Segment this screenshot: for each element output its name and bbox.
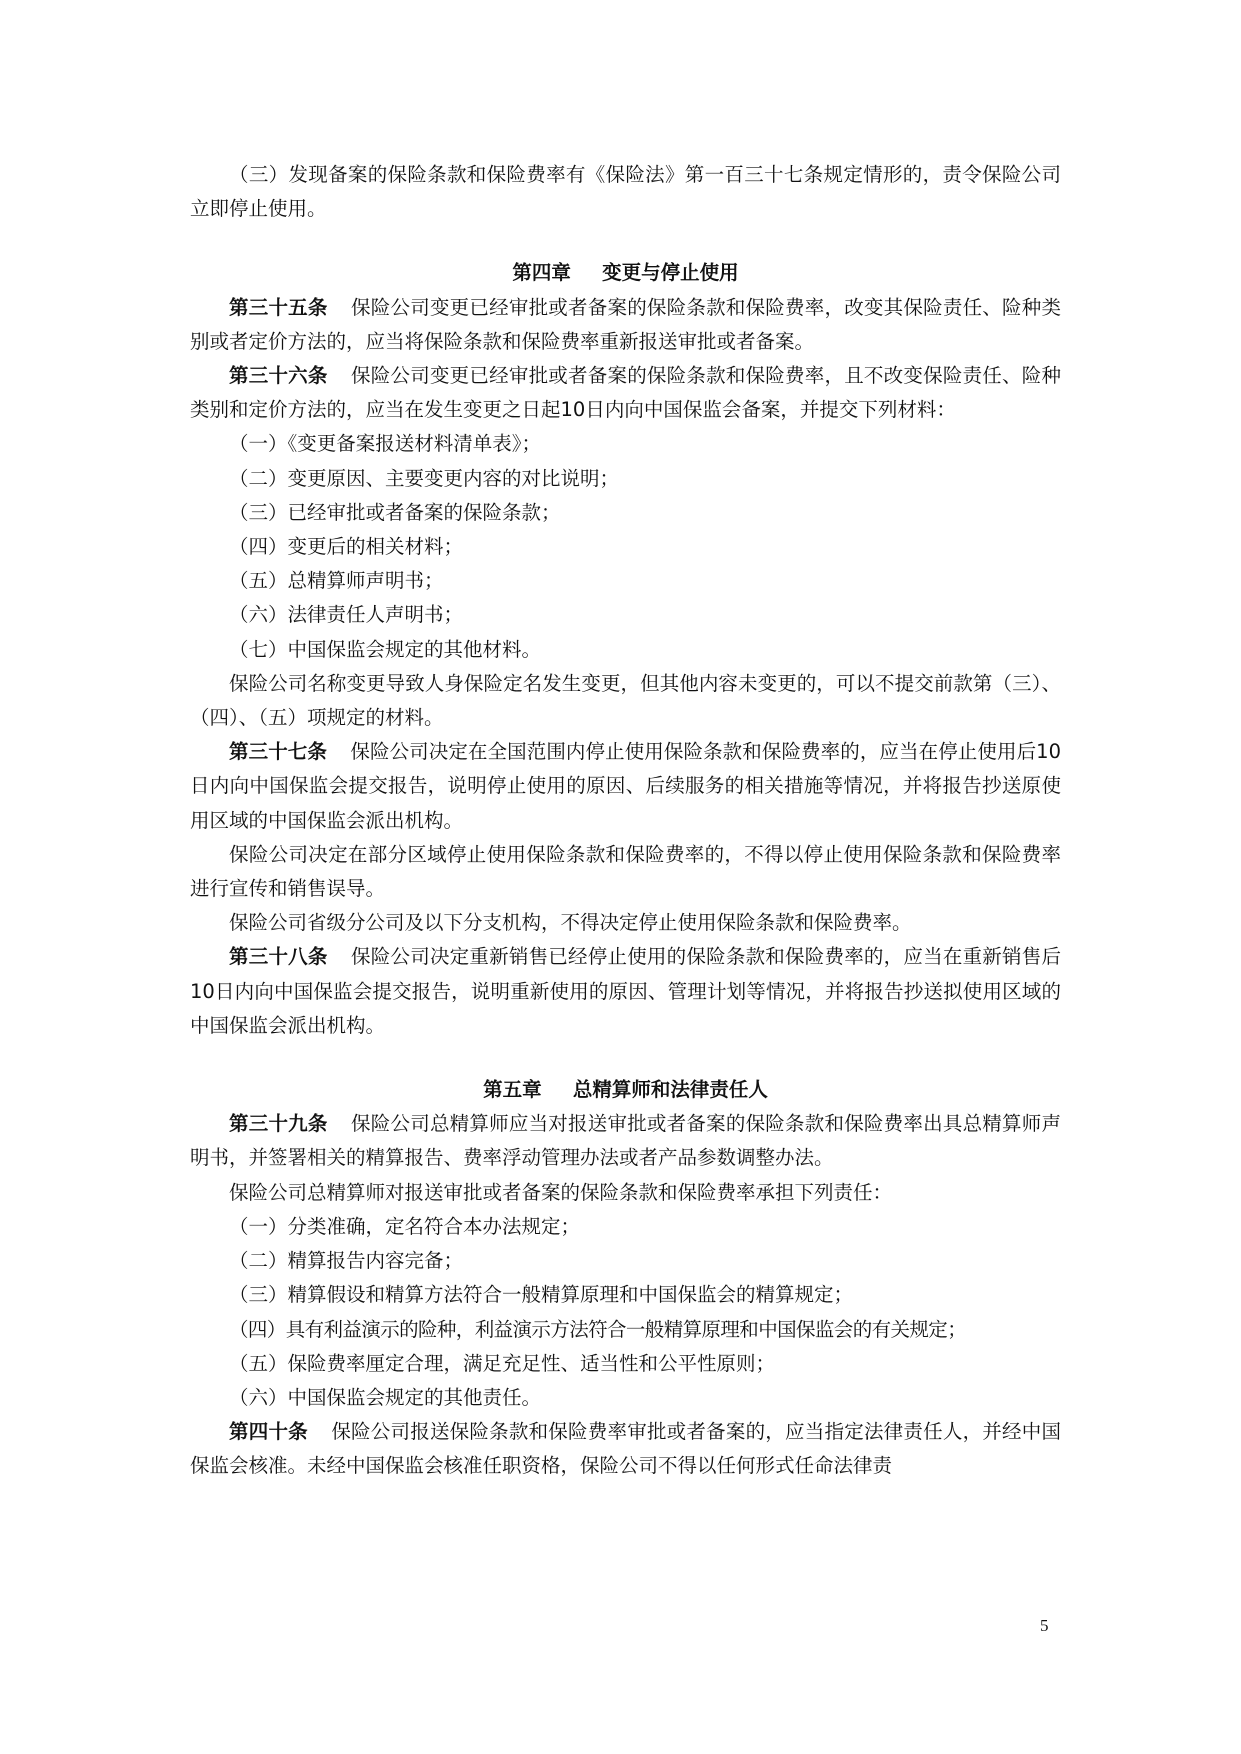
document-page: [190, 158, 1061, 1484]
body-paragraph: 保险公司决定在部分区域停止使用保险条款和保险费率的，不得以停止使用保险条款和保险费率进行宣传和销售误导。: [190, 842, 1061, 901]
list-item: （一）分类准确，定名符合本办法规定；: [229, 1214, 581, 1238]
article-text: 保险公司报送保险条款和保险费率审批或者备案的，应当指定法律责任人，并经中国保监会核准。未经中国保监会核准任职资格，保险公司不得以任何形式任命法律责: [190, 1420, 1061, 1478]
chapter-title: 变更与停止使用: [602, 261, 739, 285]
article-text: 保险公司变更已经审批或者备案的保险条款和保险费率，且不改变保险责任、险种类别和定价方法的，应当在发生变更之日起10日内向中国保监会备案，并提交下列材料：: [190, 364, 1061, 422]
list-item: （四）变更后的相关材料；: [229, 535, 464, 559]
body-paragraph: 保险公司省级分公司及以下分支机构，不得决定停止使用保险条款和保险费率。: [229, 911, 912, 935]
article-text: 保险公司决定在全国范围内停止使用保险条款和保险费率的，应当在停止使用后10日内向中国保监会提交报告，说明停止使用的原因、后续服务的相关措施等情况，并将报告抄送原使用区域的中国保监会派出机构。: [190, 740, 1061, 832]
list-item: （四）具有利益演示的险种，利益演示方法符合一般精算原理和中国保监会的有关规定；: [229, 1317, 967, 1341]
article-text: 保险公司变更已经审批或者备案的保险条款和保险费率，改变其保险责任、险种类别或者定价方法的，应当将保险条款和保险费率重新报送审批或者备案。: [190, 295, 1061, 353]
article-paragraph: [190, 735, 1061, 838]
chapter-number: 第四章: [512, 261, 571, 285]
item-paragraph: （三）发现备案的保险条款和保险费率有《保险法》第一百三十七条规定情形的，责令保险公司立即停止使用。: [190, 163, 1061, 221]
article-paragraph: [190, 940, 1061, 1043]
list-item: （二）变更原因、主要变更内容的对比说明；: [229, 466, 620, 490]
article-label: 第三十六条: [229, 364, 328, 388]
chapter-title: 总精算师和法律责任人: [572, 1078, 768, 1102]
list-item: （六）法律责任人声明书；: [229, 603, 464, 627]
list-item: （六）中国保监会规定的其他责任。: [229, 1385, 542, 1409]
list-item: （七）中国保监会规定的其他材料。: [229, 637, 542, 661]
chapter-number: 第五章: [483, 1078, 542, 1102]
article-paragraph: [190, 1107, 1061, 1175]
list-item: （三）已经审批或者备案的保险条款；: [229, 500, 561, 524]
chapter-heading: [190, 1073, 1061, 1107]
page-number: 5: [1040, 1616, 1049, 1635]
list-item: （一）《变更备案报送材料清单表》；: [229, 432, 542, 456]
article-label: 第三十八条: [229, 945, 328, 969]
article-paragraph: [190, 359, 1061, 427]
list-item: （五）总精算师声明书；: [229, 569, 444, 593]
list-item: （二）精算报告内容完备；: [229, 1249, 464, 1273]
chapter-heading: [190, 256, 1061, 290]
article-label: 第三十七条: [229, 740, 327, 764]
body-paragraph: 保险公司名称变更导致人身保险定名发生变更，但其他内容未变更的，可以不提交前款第（三）、（四）、（五）项规定的材料。: [190, 671, 1061, 730]
article-text: 保险公司决定重新销售已经停止使用的保险条款和保险费率的，应当在重新销售后10日内向中国保监会提交报告，说明重新使用的原因、管理计划等情况，并将报告抄送拟使用区域的中国保监会派出机构。: [190, 945, 1061, 1037]
article-label: 第三十五条: [229, 295, 328, 319]
list-item: （五）保险费率厘定合理，满足充足性、适当性和公平性原则；: [229, 1351, 776, 1375]
article-text: 保险公司总精算师应当对报送审批或者备案的保险条款和保险费率出具总精算师声明书，并签署相关的精算报告、费率浮动管理办法或者产品参数调整办法。: [190, 1112, 1061, 1170]
article-paragraph: [190, 291, 1061, 359]
article-label: 第四十条: [229, 1420, 308, 1444]
list-item: （三）精算假设和精算方法符合一般精算原理和中国保监会的精算规定；: [229, 1283, 854, 1307]
article-paragraph: [190, 1415, 1061, 1483]
article-label: 第三十九条: [229, 1112, 328, 1136]
body-paragraph: 保险公司总精算师对报送审批或者备案的保险条款和保险费率承担下列责任：: [229, 1180, 893, 1204]
